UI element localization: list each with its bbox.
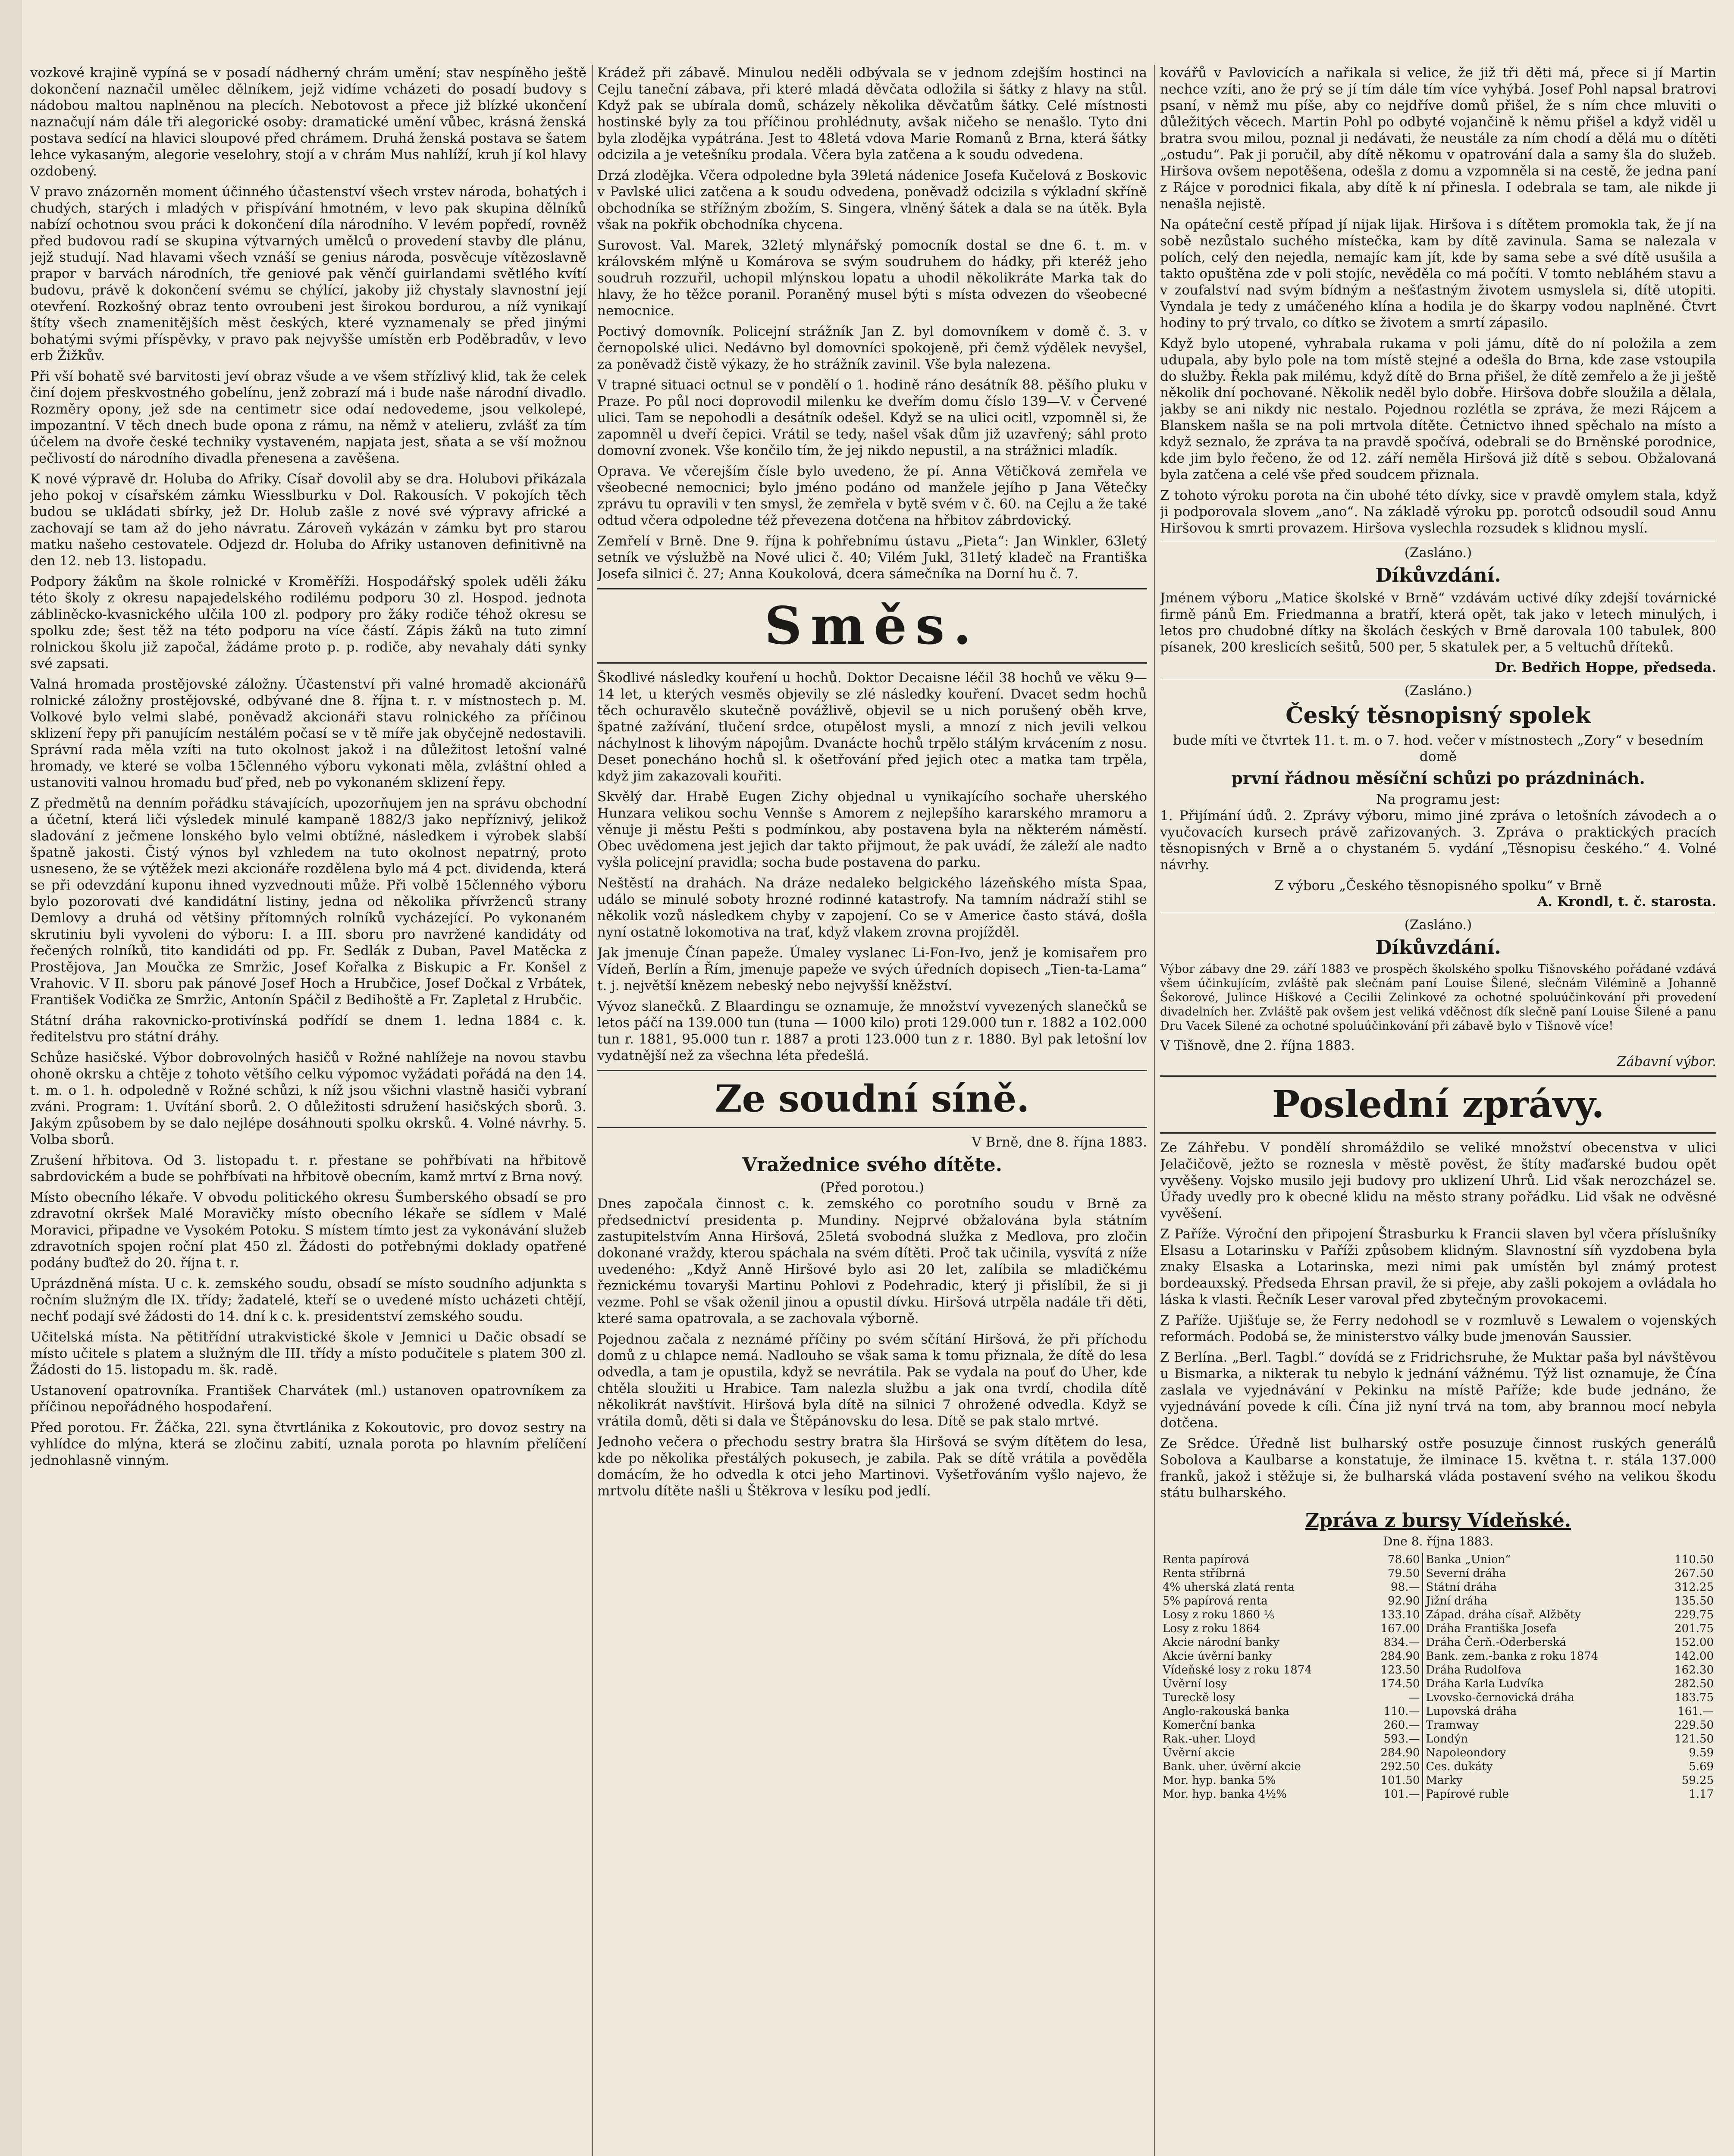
article-paragraph: V trapné situaci octnul se v pondělí o 1. hodině ráno desátník 88. pěšího pluku v Praze. Po půl noci doprovodil milenku ke dveřím domu číslo 139—V. v Červené ulici. Tam se nepohodli a desátník odešel. Když se na ulici ocitl, vzpomněl si, že zapomněl u dveří čepici. Vrátil se tedy, našel však dům již uzavřený; sáhl proto domovní zvonek. Vše končilo tím, že jej nikdo nepustil, a na strážnici mladík. — [597, 377, 1147, 458]
exchange-row — [1160, 1649, 1716, 1663]
section-rule — [597, 588, 1147, 589]
exchange-security: Jižní dráha — [1423, 1594, 1658, 1608]
exchange-security: Londýn — [1423, 1732, 1658, 1746]
article-paragraph: Místo obecního lékaře. V obvodu politického okresu Šumberského obsadí se pro zdravotní okršek Malé Moravičky místo obecního lékaře se sídlem v Malé Moravici, připadne ve Vysokém Potoku. S místem tímto jest za vykonávání služeb zdravotních spojen roční plat 450 zl. Žádosti do potřebnými doklady opatřené podány buďtež do 20. října t. r. — [30, 1190, 586, 1271]
article-paragraph: Vývoz slanečků. Z Blaardingu se oznamuje, že množství vyvezených slanečků se letos páčí na 139.000 tun (tuna — 1000 kilo) proti 129.000 tun r. 1882 a 102.000 tun r. 1881, 95.000 tun r. 1887 a proti 123.000 tun z r. 1880. Byl pak letošní lov vydatnější než za všechna léta předešlá. — [597, 999, 1147, 1063]
article-paragraph: Když bylo utopené, vyhrabala rukama v poli jámu, dítě do ní položila a zem udupala, aby bylo pole na tom místě stejné a odešla do Brna, kde zase vstoupila do služby. Řekla pak milému, když dítě do Brna přišel, že dítě zemřelo a že ji ještě několik dní pochované. Několik neděl bylo dobře. Hiršova dobře sloužila a dělala, jakby se ani nikdy nic nestalo. Pojednou rozlétla se zpráva, že mezi Rájcem a Blanskem našla se na poli mrtvola dítěte. Četnictvo ihned spěchalo na místo a když seznalo, že zpráva ta na pravdě spočívá, odebrali se do Brněnské porodnice, kde jim bylo řečeno, že od 12. září neměla Hiršová již dítě s sebou. Obžalovaná byla zatčena a celé vše před soudcem přiznala. — [1160, 336, 1716, 483]
exchange-price: 1.17 — [1689, 1788, 1714, 1801]
exchange-price: 282.50 — [1674, 1677, 1714, 1690]
section-title-court: Ze soudní síně. — [715, 1077, 1030, 1121]
exchange-row — [1160, 1553, 1716, 1567]
exchange-row — [1160, 1746, 1716, 1760]
exchange-security: Napoleondory — [1423, 1746, 1658, 1760]
notice-body: Jménem výboru „Matice školské v Brně“ vzdávám uctivé díky zdejší továrnické firmě pánů Em. Friedmanna a bratří, která opět, tak jako v letech minulých, i letos pro chudobné dítky na školách českých v Brně darovala 100 tabulek, 800 písanek, 200 kreslicích sešitů, 500 per, 5 skatulek per, a 5 veltuchů dříteků. — [1160, 590, 1716, 655]
exchange-row — [1160, 1732, 1716, 1746]
exchange-price: 260.— — [1383, 1719, 1420, 1732]
notice-signature: Zábavní výbor. — [1617, 1054, 1716, 1069]
exchange-row — [1160, 1594, 1716, 1608]
exchange-row — [1160, 1622, 1716, 1636]
court-case-sub: (Před porotou.) — [820, 1180, 924, 1195]
exchange-security: Tramway — [1423, 1718, 1658, 1732]
exchange-price: 123.50 — [1380, 1664, 1420, 1677]
exchange-security: Dráha Františka Josefa — [1423, 1622, 1658, 1636]
exchange-price: 133.10 — [1380, 1608, 1420, 1621]
article-paragraph: Státní dráha rakovnicko-protivínská podřídí se dnem 1. ledna 1884 c. k. ředitelstvu pro státní dráhy. — [30, 1013, 586, 1045]
exchange-price: 201.75 — [1674, 1622, 1714, 1635]
article-paragraph: Uprázdněná místa. U c. k. zemského soudu, obsadí se místo soudního adjunkta s ročním služným dle IX. třídy; žadatelé, kteří se o uvedené místo ucházeti chtějí, nechť podají své žádosti do 14. dní k c. k. presidentství zemského soudu. — [30, 1276, 586, 1324]
article-paragraph: Před porotou. Fr. Žáčka, 22l. syna čtvrtlánika z Kokoutovic, pro dovoz sestry na vyhlídce do mlýna, která se zločinu zabití, uznala porota po hlavním přelíčení jednohlasně vinným. — [30, 1420, 586, 1468]
article-paragraph: Ustanovení opatrovníka. František Charvátek (ml.) ustanoven opatrovníkem za příčinou nepořádného hospodaření. — [30, 1383, 586, 1415]
notice-title: Český těsnopisný spolek — [1286, 702, 1591, 729]
exchange-price: 312.25 — [1674, 1581, 1714, 1594]
article-paragraph: Při vší bohatě své barvitosti jeví obraz všude a ve všem střízlivý klid, tak že celek činí dojem přeskvostného gobelínu, jenž zobrazí má i bude naše národní divadlo. Rozměry opony, jež sde na centimetr sice odaí nedovedeme, jsou velkolepé, impozantní. V těch dnech bude opona z rámu, na němž v atelieru, zvlášť za tím účelem na dvoře české techniky vystaveném, napjata jest, sňata a se vší možnou pečlivostí do národního divadla přenesena a zavěšena. — [30, 369, 586, 466]
article-paragraph: Na opáteční cestě případ jí nijak lijak. Hiršova i s dítětem promokla tak, že jí na sobě nezůstalo suchého místečka, kam by dítě zavinula. Sama se nalezala v polích, celý den nejedla, nemajíc kam jít, kde by sama sebe a své dítě usušila a takto opuštěna zde v poli stojíc, nevěděla co má počíti. V tomto nebláhém stavu a v zoufalství nad svým bídným a nešťastným životem usmyslela si, dítě utopiti. Vyndala je tedy z umáčeného klína a hodila je do škarpy vodou naplněné. Čtvrt hodiny to prý trvalo, co dítko se životem a smrtí zápasilo. — [1160, 217, 1716, 331]
notice-title: Díkůvzdání. — [1375, 937, 1501, 959]
exchange-price: 284.90 — [1380, 1746, 1420, 1759]
notice-header: (Zasláno.) — [1404, 917, 1472, 933]
exchange-security: Akcie úvěrní banky — [1163, 1650, 1272, 1663]
exchange-security: Státní dráha — [1423, 1580, 1658, 1594]
exchange-security: Losy z roku 1860 ⅕ — [1163, 1608, 1275, 1621]
exchange-security: Západ. dráha císař. Alžběty — [1423, 1608, 1658, 1622]
section-title-smes: Směs. — [764, 595, 980, 656]
exchange-security: 5% papírová renta — [1163, 1595, 1268, 1608]
exchange-price: 78.60 — [1387, 1553, 1420, 1566]
exchange-row — [1160, 1677, 1716, 1691]
exchange-security: Rak.-uher. Lloyd — [1163, 1733, 1256, 1745]
exchange-price: 229.50 — [1674, 1719, 1714, 1732]
exchange-security: 4% uherská zlatá renta — [1163, 1581, 1295, 1594]
article-paragraph: Učitelská místa. Na pětitřídní utrakvistické škole v Jemnici u Dačic obsadí se místo učitele s platem a služným dle III. třídy a místo podučitele s platem 300 zl. Žádosti do 15. listopadu m. šk. radě. — [30, 1329, 586, 1378]
exchange-row — [1160, 1718, 1716, 1732]
exchange-row — [1160, 1567, 1716, 1580]
article-paragraph: Valná hromada prostějovské záložny. Účastenství při valné hromadě akcionářů rolnické záložny prostějovské, odbývané dne 8. října t. r. v místnostech p. M. Volkové bylo velmi slabé, poněvadž akcionáři stavu rolnického za příčinou sklizení řepy při panujícím nestálém počasí se v tě míře jak obyčejně nedostavili. Správní rada měla vzíti na tuto okolnost jakož i na důležitost letošní valné hromady, ve které se volba 15členného výboru vykonati měla, zvláštní ohled a ustanoviti valnou hromadu buď před, neb po vykonaném sklizení řepy. — [30, 677, 586, 790]
exchange-security: Vídeňské losy z roku 1874 — [1163, 1664, 1312, 1677]
exchange-price: 834.— — [1383, 1636, 1420, 1649]
court-dateline: V Brně, dne 8. října 1883. — [972, 1134, 1147, 1150]
notice-signature: A. Krondl, t. č. starosta. — [1537, 894, 1716, 909]
exchange-security: Bank. uher. úvěrní akcie — [1163, 1760, 1301, 1773]
article-paragraph: Krádež při zábavě. Minulou neděli odbývala se v jednom zdejším hostinci na Cejlu taneční zábava, při které mladá děvčata odložila si šátky z hlavy na stůl. Když pak se ubírala domů, scházely několika děvčatům šátky. Celé místnosti hostinské byly za tou příčinou prohlédnuty, avšak ničeho se nenašlo. Tyto dni byla zlodějka vypátrána. Jest to 48letá vdova Marie Romanů z Brna, která šátky odcizila a je vetešníku prodala. Včera byla zatčena a k soudu odvedena. — [597, 65, 1147, 163]
exchange-price: 92.90 — [1387, 1595, 1420, 1608]
exchange-price: 142.00 — [1674, 1650, 1714, 1663]
article-paragraph: Schůze hasičské. Výbor dobrovolných hasičů v Rožné nahlížeje na novou stavbu ohoně okrsku a chtěje z tohoto většího celku výpomoc vyžádati pořádá na den 14. t. m. o 1. h. odpoledně v Rožné schůzi, k níž jsou všichni vlastně hasiči vybraní zváni. Program: 1. Uvítání sborů. 2. O důležitosti sdružení hasičských sborů. 3. Jakým způsobem by se dalo nejlépe dosáhnouti spolku okrsků. 4. Volné návrhy. 5. Volba sborů. — [30, 1050, 586, 1147]
exchange-price: 152.00 — [1674, 1636, 1714, 1649]
article-paragraph: Pojednou začala z neznámé příčiny po svém sčítání Hiršová, že při příchodu domů z u chlapce nemá. Nadlouho se však sama k tomu přiznala, že dítě do lesa odvedla, a tam je opustila, když se nevrátila. Pak se vydala na pouť do Uher, kde chtěla sloužiti u Hrabice. Tam nalezla službu a jak ona tvrdí, chodila dítě několikrát navštívit. Hiršová byla dítě na silnici 7 ohrožené odvedla. Když se vrátila domů, děti si dala ve Štěpánovsku do lesa. Dítě se pak stalo mrtvé. — [597, 1332, 1147, 1429]
exchange-price: 161.— — [1678, 1705, 1714, 1718]
exchange-row — [1160, 1608, 1716, 1622]
exchange-row — [1160, 1663, 1716, 1677]
exchange-price: 5.69 — [1689, 1760, 1714, 1773]
court-case-title: Vražednice svého dítěte. — [742, 1154, 1002, 1176]
exchange-security: Losy z roku 1864 — [1163, 1622, 1261, 1635]
exchange-price: 284.90 — [1380, 1650, 1420, 1663]
exchange-price: 101.— — [1383, 1788, 1420, 1801]
article-paragraph: V pravo znázorněn moment účinného účastenství všech vrstev národa, bohatých i chudých, starých i mladých v přispívání hmotném, v levo pak skupina dělníků nabízí ochotnou svou práci k dokončení díla národního. V levém popředí, rovněž před budovou radí se skupina výtvarných umělců o provedení stavby dle plánu, jejž studují. Nad hlavami všech vznáší se genius národa, posvěcuje vítězoslavně prapor v barvách národních, tře geniové pak věnčí guirlandami světlého kvítí budovu, právě k dokončení svému se chýlící, jakoby již chystaly slavnostní její otevření. Rozkošný obraz tento ovroubeni jest širokou bordurou, a níž vynikají štíty všech znamenitějších měst českých, které vyznamenaly se před jinými bohatými svými příspěvky, v pravo pak nejvyšše umístěn erb Poděbradův, v levo erb Žižkův. — [30, 184, 586, 364]
notice-header: (Zasláno.) — [1404, 683, 1472, 699]
article-paragraph: Z předmětů na denním pořádku stávajících, upozorňujem jen na správu obchodní a účetní, která liči výsledek minulé kampaně 1882/3 jako nepříznivý, jelikož sladování z ječmene lonského bylo velmi obtížné, následkem i výrobek slabší špatně jakosti. Čistý výnos byl vzhledem na tuto okolnost nepatrný, proto usneseno, že se výtěžek mezi akcionáře rozdělena bylo má 4 pct. dividenda, která se při odevzdání kuponu ihned vyzvednouti může. Při volbě 15členného výboru bylo pozorovati dvé kandidátní listiny, jedna od několika přívrženců strany Demlovy a druhá od většiny přítomných rolníků vycházející. Po vykonaném skrutiniu byli vyvoleni do výboru: I. a III. sboru pro navržené kandidáty od řečených rolníků, tito kandidáti od pp. Fr. Sedlák z Duban, Pavel Matěcka z Prostějova, Jan Moučka ze Smržic, Josef Kořalka z Biskupic a Fr. Konšel z Vrahovic. V II. sboru pak pánové Josef Hoch a Hrubčice, Josef Dočkal z Vrbátek, František Vodička ze Smržic, Antonín Spáčil z Bedihoště a Fr. Zapletal z Hrubčic. — [30, 796, 586, 1008]
section-rule — [597, 662, 1147, 664]
section-rule — [1160, 1132, 1716, 1134]
exchange-table — [1160, 1553, 1716, 1801]
exchange-price: 98.— — [1391, 1581, 1420, 1594]
exchange-security: Komerční banka — [1163, 1719, 1255, 1732]
notice-line: Z výboru „Českého těsnopisného spolku“ v Brně — [1274, 878, 1602, 893]
exchange-price: — — [1408, 1691, 1420, 1704]
article-paragraph: Z tohoto výroku porota na čin ubohé této dívky, sice v pravdě omylem stala, když ji podporovala slovem „ano“. Na základě výroku pp. porotců odsoudil soud Annu Hiršovou k smrti provazem. Hiršova vyslechla rozsudek s klidnou myslí. — [1160, 488, 1716, 536]
page-edge — [0, 0, 22, 2156]
notice-signature: Dr. Bedřich Hoppe, předseda. — [1495, 660, 1716, 675]
news-item: Ze Srědce. Úředně list bulharský ostře posuzuje činnost ruských generálů Sobolova a Kaulbarse a konstatuje, že ilminace 15. května t. r. stála 137.000 franků, jakož i stěžuje si, že bulharská vláda postavení svého na velikou škodu státu bulharského. — [1160, 1436, 1716, 1501]
exchange-row — [1160, 1787, 1716, 1801]
column-rule — [592, 65, 593, 2156]
section-rule — [597, 1070, 1147, 1071]
notice-line: Na programu jest: — [1376, 792, 1500, 807]
article-paragraph: vozkové krajině vypíná se v posadí nádherný chrám umění; stav nespíněho ještě dokončení naznačil umělec dělníkem, jejž vidíme vcházeti do posadí budovy s nádobou maltou naplněnou na plecích. Nebotovost a přece již blízké ukončení naznačují nám dále tři alegorické osoby: dramatické umění vůbec, krásná ženská postava sedící na hlavici sloupové před chrámem. Druhá ženská postava se šatem lehce vykasaným, alegorie veselohry, stojí a v chrám Mus nahlíží, kruh jí kol hlavy ozdobený. — [30, 65, 586, 179]
article-paragraph: Poctivý domovník. Policejní strážník Jan Z. byl domovníkem v domě č. 3. v černopolské ulici. Nedávno byl domovníci spokojeně, při čemž výdělek nevyšel, za poněvadž čistě výkazy, že ho strážník zavinil. Vše byla nalezena. — [597, 324, 1147, 372]
exchange-security: Lvovsko-černovická dráha — [1423, 1691, 1658, 1705]
article-paragraph: kovářů v Pavlovicích a nařikala si velice, že již tři děti má, přece si jí Martin nechce vzíti, ano že prý se jí tím dále tím více vyhýbá. Josef Pohl napsal bratrovi psaní, v němž mu píše, aby co nejdříve domů přišel, že s ním chce mluviti o důležitých věcech. Martin Pohl po odbyté vojančině k němu přišel a když viděl u bratra svou milou, poznal ji nedávati, že neustále za ním chodí a dělá mu o dítěti „ostudu“. Pak ji poručil, aby dítě někomu v opatrování dala a samy šla do služeb. Hiršova ovšem nepotěšena, odešla z domu a vzpomněla si na cestě, že jedna paní z Rájce v porodnici fikala, aby dítě k ní přinesla. I odebrala se tam, ale nikde ji nenašla nejistě. — [1160, 65, 1716, 212]
exchange-security: Severní dráha — [1423, 1567, 1658, 1580]
exchange-price: 174.50 — [1380, 1677, 1420, 1690]
exchange-price: 162.30 — [1674, 1664, 1714, 1677]
exchange-price: 121.50 — [1674, 1733, 1714, 1745]
exchange-price: 267.50 — [1674, 1567, 1714, 1580]
exchange-security: Dráha Čerň.-Oderberská — [1423, 1636, 1658, 1649]
exchange-title: Zpráva z bursy Vídeňské. — [1305, 1510, 1571, 1532]
exchange-security: Dráha Rudolfova — [1423, 1663, 1658, 1677]
column-right — [1160, 65, 1716, 2156]
section-title-news: Poslední zprávy. — [1272, 1083, 1605, 1126]
exchange-row — [1160, 1691, 1716, 1705]
article-paragraph: Skvělý dar. Hrabě Eugen Zichy objednal u vynikajícího sochaře uherského Hunzara velikou sochu Vennše s Amorem z nejlepšího kararského mramoru a věnuje ji městu Pešti s podmínkou, aby postavena byla na některém náměstí. Obec uvědomena jest jejich dar takto přijmout, že pak uvádí, že záleží ale nadto vyšla policejní pravidla; socha bude postavena do parku. — [597, 789, 1147, 870]
exchange-security: Mor. hyp. banka 5% — [1163, 1774, 1276, 1787]
exchange-security: Úvěrní akcie — [1163, 1746, 1235, 1759]
exchange-security: Mor. hyp. banka 4½% — [1163, 1788, 1287, 1801]
exchange-price: 593.— — [1383, 1733, 1420, 1745]
article-paragraph: Jednoho večera o přechodu sestry bratra šla Hiršová se svým dítětem do lesa, kde po několika přestálých pokusech, je zabila. Pak se dítě vrátila a pověděla domácím, že ho odvedla k otci jeho Martinovi. Vyšetřováním vyšlo najevo, že mrtvolu dítěte našli u Štěkrova v lesíku pod jedlí. — [597, 1434, 1147, 1499]
exchange-security: Papírové ruble — [1423, 1787, 1658, 1801]
exchange-security: Renta papírová — [1163, 1553, 1250, 1566]
notice-line: první řádnou měsíční schůzi po prázdninách. — [1231, 768, 1645, 788]
column-left — [30, 65, 586, 2156]
exchange-date: Dne 8. října 1883. — [1383, 1534, 1494, 1548]
exchange-price: 229.75 — [1674, 1608, 1714, 1621]
exchange-security: Tureckě losy — [1163, 1691, 1235, 1704]
exchange-price: 183.75 — [1674, 1691, 1714, 1704]
article-paragraph: Zemřelí v Brně. Dne 9. října k pohřebnímu ústavu „Pieta“: Jan Winkler, 63letý setník ve výslužbě na Nové ulici č. 40; Vilém Jukl, 31letý kladeč na Františka Josefa silnici č. 27; Anna Koukolová, dcera sámečníka na Dorní hu č. 7. — [597, 533, 1147, 582]
exchange-table-body — [1160, 1553, 1716, 1801]
column-rule — [1154, 65, 1155, 2156]
exchange-security: Dráha Karla Ludvíka — [1423, 1677, 1658, 1691]
exchange-security: Ces. dukáty — [1423, 1760, 1658, 1774]
article-paragraph: Surovost. Val. Marek, 32letý mlynářský pomocník dostal se dne 6. t. m. v královském mlýně u Komárova se svým soudruhem do hádky, při kteréž jeho soudruh rozzuřil, uchopil mlýnskou lopatu a uhodil několikráte Marka tak do hlavy, že ho těžce poranil. Poraněný musel býti s místa odvezen do všeobecné nemocnice. — [597, 238, 1147, 319]
notice-body: Výbor zábavy dne 29. září 1883 ve prospěch školského spolku Tišnovského pořádané vzdává všem účinkujícím, zvláště pak slečnám paní Louise Šilené, slečnám Vilémině a Johanně Šekorové, Julince Hiškové a Cecilii Zelinkové za ochotné spoluúčinkování při provedení divadelních her. Zvláště pak ovšem jest veliká vděčnost dík slečně paní Louise Šilené a panu Dru Vacek Silené za ochotné spoluúčinkování při zábavě bylo v Tišnově více! — [1160, 962, 1716, 1033]
exchange-security: Lupovská dráha — [1423, 1705, 1658, 1718]
exchange-row — [1160, 1760, 1716, 1774]
article-paragraph: Zrušení hřbitova. Od 3. listopadu t. r. přestane se pohřbívati na hřbitově sabrdovickém a bude se pohřbívati na hřbitově obecním, kamž mrtví z Brna nový. — [30, 1153, 586, 1185]
notice-place-date: V Tišnově, dne 2. října 1883. — [1160, 1038, 1355, 1053]
notice-line: bude míti ve čtvrtek 11. t. m. o 7. hod. večer v místnostech „Zory“ v besedním domě — [1173, 733, 1704, 765]
exchange-row — [1160, 1705, 1716, 1718]
exchange-security: Bank. zem.-banka z roku 1874 — [1423, 1649, 1658, 1663]
article-paragraph: K nové výpravě dr. Holuba do Afriky. Císař dovolil aby se dra. Holubovi přikázala jeho pokoj v císařském zámku Wiesslburku v Dol. Rakousích. V pokojích těch budou se ukládati sbírky, jež Dr. Holub zašle z nové své výpravy africké a zachovají se tam až do jeho návratu. Zároveň vykázán v zámku byt pro starou matku našeho cestovatele. Odjezd dr. Holuba do Afriky ustanoven definitivně na den 12. neb 13. listopadu. — [30, 471, 586, 569]
exchange-security: Úvěrní losy — [1163, 1677, 1227, 1690]
article-paragraph: Drzá zlodějka. Včera odpoledne byla 39letá nádenice Josefa Kučelová z Boskovic v Pavlské ulici zatčena a k soudu odvedena, poněvadž odcizila s výkladní skříně obchodníka se střížným zbožím, S. Singera, vlněný šátek a dala se na útěk. Byla však na pokřik obchodníka chycena. — [597, 168, 1147, 232]
exchange-price: 79.50 — [1387, 1567, 1420, 1580]
exchange-price: 101.50 — [1380, 1774, 1420, 1787]
article-paragraph: Oprava. Ve včerejším čísle bylo uvedeno, že pí. Anna Větičková zemřela ve všeobecné nemocnici; bylo jméno podáno od manžele jejího p Jana Větečky zprávu tu opravili v ten smysl, že zemřela v bytě svém v č. 60. na Cejlu a že také odtud včera odpoledne též převezena dotčena na hřbitov zábrdovický. — [597, 464, 1147, 528]
article-paragraph: Podpory žákům na škole rolnické v Kroměříži. Hospodářský spolek uděli žáku této školy z okresu napajedelského rodilému podporu 30 zl. Hospod. jednota zábliněcko-kvasnického ulčila 100 zl. podpory pro žáky rodiče téhož okresu se spolku zde; šest těž na této podporu na více částí. Zápis žáků na tuto zimní rolnickou školu již započal, žádáme proto p. p. rodiče, aby nevahaly dáti synky své zapsati. — [30, 574, 586, 671]
exchange-price: 292.50 — [1380, 1760, 1420, 1773]
notice-body: 1. Přijímání údů. 2. Zprávy výboru, mimo jiné zpráva o letošních závodech a o vyučovacích kursech právě zařizovaných. 3. Zpráva o praktických pracích těsnopisných v Brně a o chystaném 5. vydání „Těsnopisu českého.“ 4. Volné návrhy. — [1160, 808, 1716, 873]
exchange-security: Banka „Union“ — [1423, 1553, 1658, 1567]
exchange-security: Renta stříbrná — [1163, 1567, 1245, 1580]
exchange-security: Akcie národní banky — [1163, 1636, 1279, 1649]
exchange-price: 167.00 — [1380, 1622, 1420, 1635]
exchange-security: Anglo-rakouská banka — [1163, 1705, 1290, 1718]
notice-title: Díkůvzdání. — [1375, 564, 1501, 586]
section-rule — [597, 1127, 1147, 1128]
article-paragraph: Škodlivé následky kouření u hochů. Doktor Decaisne léčil 38 hochů ve věku 9—14 let, u kterých vesměs objevily se zlé následky kouření. Dvacet sedm hochů těch ochuravělo skutečně povážlivě, objevil se u nich porušený oběh krve, špatné zažívání, tlučení srdce, otupělost mysli, a mnozí z nich jevili velkou náchylnost k lihovým nápojům. Dvanácte hochů trpělo stálým krvácením z nosu. Deset ponecháno hochů sl. k ošetřování před jejich otec a matka tam trpěla, když jim zakazovali kouřiti. — [597, 670, 1147, 784]
exchange-price: 59.25 — [1681, 1774, 1714, 1787]
exchange-security: Marky — [1423, 1774, 1658, 1787]
exchange-price: 110.— — [1383, 1705, 1420, 1718]
exchange-row — [1160, 1580, 1716, 1594]
news-item: Z Berlína. „Berl. Tagbl.“ dovídá se z Fridrichsruhe, že Muktar paša byl návštěvou u Bismarka, a nikterak tu nebylo k jednání vážnému. Týž list oznamuje, že Čína zaslala ve vyjednávání v Pekinku na místě Paříže; kde bude jednáno, že vyjednávání povede k cíli. Čína již nyní trvá na tom, aby brannou mocí nebyla dotčena. — [1160, 1350, 1716, 1431]
news-item: Ze Záhřebu. V pondělí shromáždilo se veliké množství obecenstva v ulici Jelačičově, ježto se roznesla v městě pověst, že štíty maďarské budou opět vyvěšeny. Vojsko musilo jeji budovy pro uklizení Uhrů. Lid však nerozcházel se. Úřady uvedly pro k obecné klidu na město strany pořádku. Lid však ne odvěsné vyvěšení. — [1160, 1140, 1716, 1221]
column-middle — [597, 65, 1147, 2156]
article-paragraph: Jak jmenuje Čínan papeže. Úmaley vyslanec Li-Fon-Ivo, jenž je komisařem pro Vídeň, Berlín a Řím, jmenuje papeže ve svých úředních dopisech „Tien-ta-Lama“ t. j. největší knězem nebeský nebo nejvyšší kněžství. — [597, 945, 1147, 993]
exchange-row — [1160, 1636, 1716, 1649]
article-paragraph: Dnes započala činnost c. k. zemského co porotního soudu v Brně za předsednictví presidenta p. Mundiny. Nejprvé obžalována byla státním zastupitelstvím Anna Hiršová, 25letá svobodná služka z Medlova, pro zločin dokonané vraždy, kterou spáchala na svém dítěti. Proč tak učinila, vysvítá z níže uvedeného: „Když Anně Hiršové bylo asi 20 let, zalíbila se mladičkému řeznickému tovaryši Martinu Pohlovi z Podehradic, který ji přislíbil, že si ji vezme. Pohl se však oženil jinou a opustil dívku. Hiršová utrpěla nadále tři děti, které sama opatrovala, a se zachovala výborně. — [597, 1196, 1147, 1326]
exchange-price: 135.50 — [1674, 1595, 1714, 1608]
exchange-row — [1160, 1774, 1716, 1787]
exchange-price: 9.59 — [1689, 1746, 1714, 1759]
article-paragraph: Neštěstí na drahách. Na dráze nedaleko belgického lázeňského místa Spaa, událo se minulé soboty hrozné rodinné katastrofy. Na tamním nádraží stihl se několik vozů následkem chyby v zapojení. Co se v Americe často stává, došla nyní ostatně lokomotiva na trať, když vlakem zrovna projížděl. — [597, 875, 1147, 940]
news-item: Z Paříže. Ujišťuje se, že Ferry nedohodl se v rozmluvě s Lewalem o vojenských reformách. Podobá se, že ministerstvo války bude jmenován Saussier. — [1160, 1313, 1716, 1344]
news-item: Z Paříže. Výroční den připojení Štrasburku k Francii slaven byl včera příslušníky Elsasu a Lotarinsku v Paříži způsobem klidným. Slavnostní síň vyzdobena byla znaky Elsaska a Lotarinska, mezi nimi pak umístěn byl známý protest bordeauxský. Předseda Ehrsan pravil, že si přeje, aby zašli pokojem a ovládala ho láska k vlasti. Řečník Leser varoval před zbytečným provokacemi. — [1160, 1226, 1716, 1307]
section-rule — [1160, 1075, 1716, 1077]
exchange-price: 110.50 — [1674, 1553, 1714, 1566]
notice-header: (Zasláno.) — [1404, 545, 1472, 561]
